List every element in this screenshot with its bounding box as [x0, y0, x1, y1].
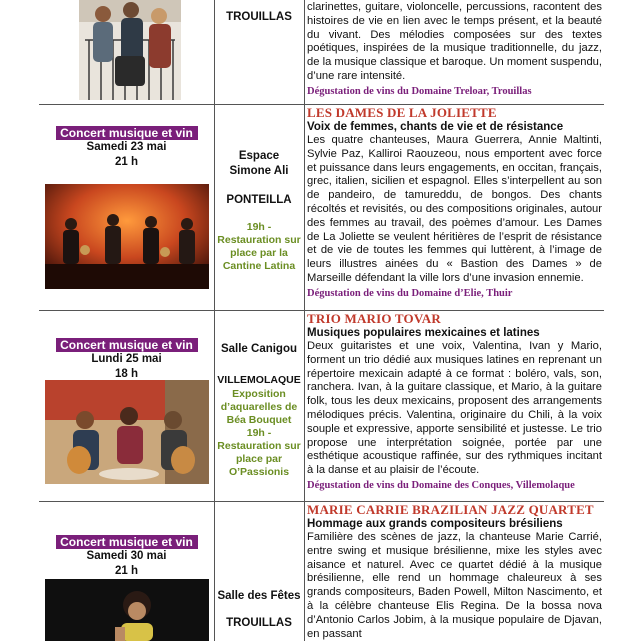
concert-subtitle: Hommage aux grands compositeurs brésiliens	[307, 518, 563, 530]
concert-subtitle: Musiques populaires mexicaines et latines	[307, 327, 540, 339]
venue-name-2: Simone Ali	[229, 165, 289, 177]
description-cell	[305, 501, 602, 641]
wine-tasting: Dégustation de vins du Domaine Treloar, Trouillas	[307, 85, 532, 97]
photo-cell	[39, 0, 215, 104]
band-photo	[79, 0, 181, 100]
concert-subtitle: Voix de femmes, chants de vie et de résistance	[307, 121, 564, 133]
event-info-cell	[39, 104, 215, 310]
event-time: 18 h	[114, 368, 138, 380]
description-cell	[305, 104, 602, 310]
restauration-line: place par	[235, 453, 283, 465]
wine-tasting: Dégustation de vins du Domaine d’Elie, Thuir	[307, 287, 513, 299]
concert-badge: Concert musique et vin	[56, 535, 198, 549]
restauration-line: Cantine Latina	[222, 260, 296, 272]
program-row	[39, 0, 604, 105]
restauration-line: Restauration sur	[217, 234, 301, 246]
program-row	[39, 310, 604, 502]
concert-badge: Concert musique et vin	[56, 338, 198, 352]
artist-photo	[45, 579, 209, 641]
program-row	[39, 104, 604, 311]
venue-name: Salle des Fêtes	[217, 590, 301, 602]
band-photo	[45, 380, 209, 484]
event-info-cell	[39, 501, 215, 641]
venue-cell	[214, 0, 305, 104]
venue-name: Salle Canigou	[220, 343, 298, 355]
venue-name: Espace	[238, 150, 280, 162]
event-date: Samedi 30 mai	[86, 550, 167, 562]
concert-description: clarinettes, guitare, violoncelle, percussions, racontent des histoires de vie en lien avec le temps présent, et la beauté du vivant. Des mélodies composées sur des textes poétiques, inspirées de la musique traditionnelle, du jazz, de la musique classique et baroque. Un moment suspendu, d’une rare intensité.	[307, 1, 602, 82]
concert-title: LES DAMES DE LA JOLIETTE	[307, 105, 497, 120]
restauration-line: place par la	[230, 247, 288, 259]
exhibition-line: Béa Bouquet	[226, 414, 292, 426]
concert-badge: Concert musique et vin	[56, 126, 198, 140]
event-date: Samedi 23 mai	[86, 141, 167, 153]
restauration-line: O’Passionis	[228, 466, 290, 478]
venue-cell	[214, 310, 305, 501]
concert-description: Deux guitaristes et une voix, Valentina, Ivan y Mario, forment un trio dédié aux musiques latines en reprenant un répertoire mexicain adapté à ce format : boléro, vals, son, ranchera. Ivan, à la guitare classique, et Mario, à la guitare folk, tous les deux mexicains, proposent des arrangements mélodiques précis. Valentina, originaire du Chili, à la voix souple et expressive, apporte sensibilité et justesse. Le trio propose une interprétation soignée, portée par une esthétique acoustique raffinée, sur des rythmiques incitant à la danse et au plaisir de l’écoute.	[307, 340, 602, 477]
concert-description: Les quatre chanteuses, Maura Guerrera, Annie Maltinti, Sylvie Paz, Kalliroi Raouzeou, nous emportent avec force et puissance dans leurs engagements, en occitan, français, grec, italien, sicilien et espagnol. Elles s’interpellent au son de pandeiro, de tamureddu, de bongos. Des chants récoltés et revisités, ou des compositions originales, autour des femmes au travail, des poèmes d’amour. Les Dames de La Joliette se veulent héritières de l’esprit de résistance et de vie de toutes les femmes qui luttèrent, à l’image de leurs illustres ainées du « Bastion des Dames » de Marseille défendant la ville lors d’une invasion ennemie.	[307, 134, 602, 284]
restauration-line: 19h -	[246, 221, 272, 233]
program-row	[39, 501, 604, 641]
town-name: VILLEMOLAQUE	[217, 374, 301, 386]
description-cell	[305, 0, 602, 104]
event-time: 21 h	[114, 565, 138, 577]
description-cell	[305, 310, 602, 501]
exhibition-line: Exposition	[232, 388, 286, 400]
restauration-line: 19h -	[246, 427, 272, 439]
restauration-line: Restauration sur	[217, 440, 301, 452]
concert-title: MARIE CARRIE BRAZILIAN JAZZ QUARTET	[307, 502, 594, 517]
concert-description: Familière des scènes de jazz, la chanteuse Marie Carrié, entre swing et musique brésilienne, mixe les styles avec aisance et naturel. Avec ce quartet dédié à la musique brésilienne, elle rend un hommage chaleureux à ses grands compositeurs, Baden Powell, Milton Nascimento, et à la célèbre chanteuse Elis Regina. De la bossa nova d’Antonio Carlos Jobim, à la musique populaire de Djavan, en passant	[307, 531, 602, 640]
town-name: TROUILLAS	[226, 617, 292, 629]
exhibition-line: d’aquarelles de	[220, 401, 298, 413]
town-name: TROUILLAS	[226, 11, 292, 23]
town-name: PONTEILLA	[226, 194, 292, 206]
event-info-cell	[39, 310, 215, 501]
band-photo	[45, 184, 209, 289]
venue-cell	[214, 501, 305, 641]
wine-tasting: Dégustation de vins du Domaine des Conques, Villemolaque	[307, 479, 575, 491]
concert-title: TRIO MARIO TOVAR	[307, 311, 441, 326]
event-time: 21 h	[114, 156, 138, 168]
venue-cell	[214, 104, 305, 310]
event-date: Lundi 25 mai	[91, 353, 162, 365]
